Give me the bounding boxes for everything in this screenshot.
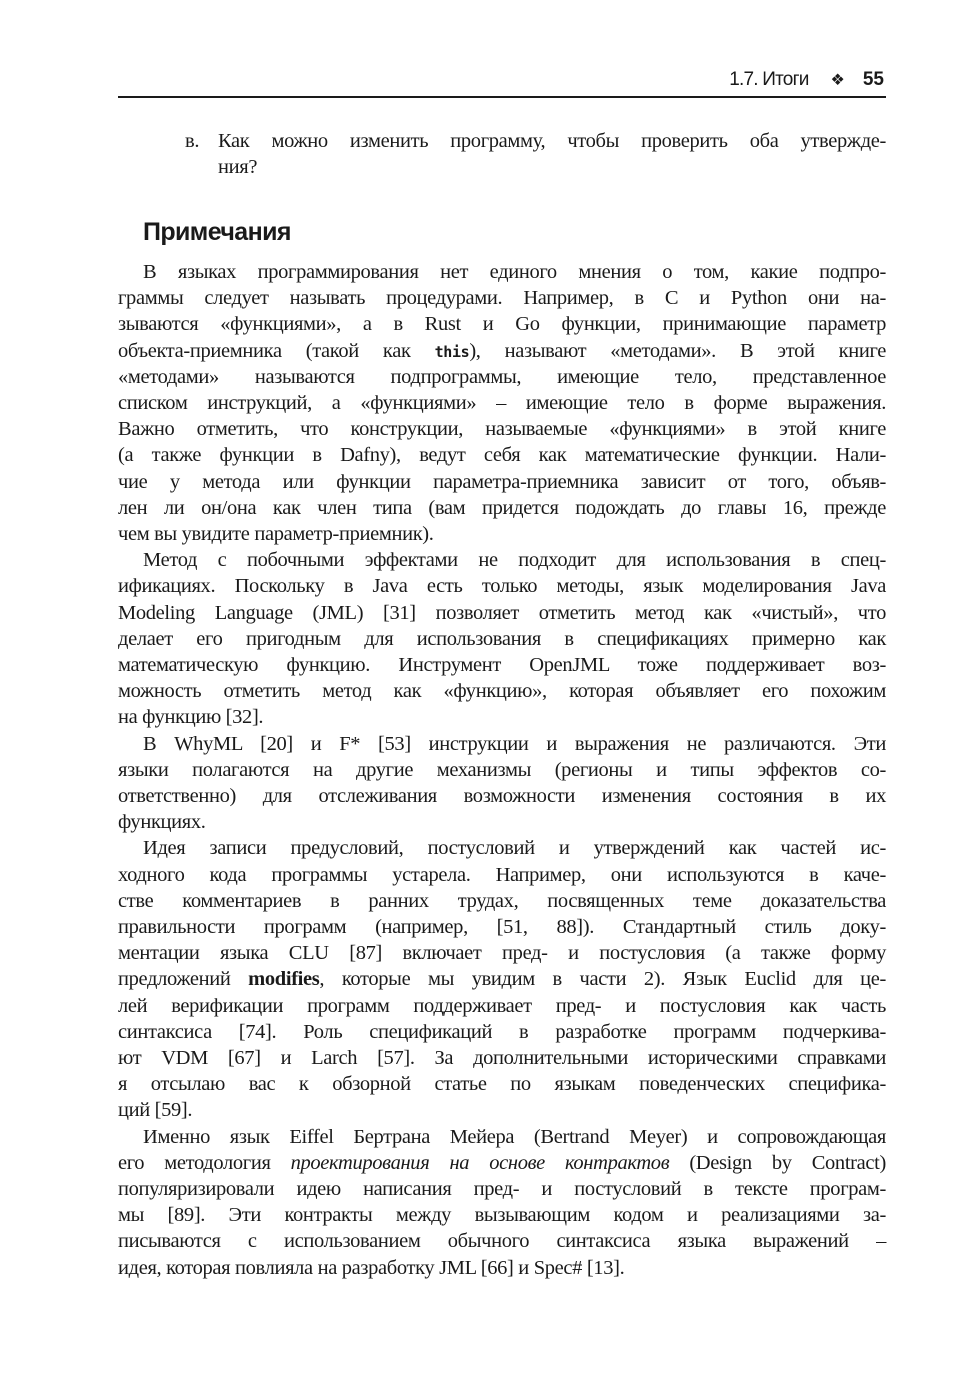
paragraph-5-line: его методология проектирования на основе контрактов (Design by Contract) bbox=[118, 1152, 886, 1174]
bold-keyword: modifies bbox=[248, 968, 320, 990]
paragraph-2-line: математическую функцию. Инструмент OpenJML тоже поддерживает воз- bbox=[118, 654, 886, 676]
paragraph-1-line: лен ли он/она как член типа (вам придется подождать до главы 16, прежде bbox=[118, 497, 886, 519]
paragraph-4-line: синтаксиса [74]. Роль спецификаций в разработке программ подчеркива- bbox=[118, 1021, 886, 1043]
paragraph-4-line: стве комментариев в ранних трудах, посвященных теме доказательства bbox=[118, 890, 886, 912]
paragraph-4-line: ют VDM [67] и Larch [57]. За дополнительными историческими справками bbox=[118, 1047, 886, 1069]
paragraph-4-line: я отсылаю вас к обзорной статье по языкам поведенческих специфика- bbox=[118, 1073, 886, 1095]
paragraph-1-line: (а также функции в Dafny), ведут себя как математические функции. Нали- bbox=[118, 444, 886, 466]
paragraph-2-line: на функцию [32]. bbox=[118, 706, 264, 728]
paragraph-1-line: В языках программирования нет единого мнения о том, какие подпро- bbox=[143, 261, 886, 283]
paragraph-1-line: объекта-приемника (такой как this), называют «методами». В этой книге bbox=[118, 340, 887, 362]
paragraph-3-line: ответственно) для отслеживания возможности изменения состояния в их bbox=[118, 785, 886, 807]
paragraph-4-line: предложений modifies, которые мы увидим в части 2). Язык Euclid для це- bbox=[118, 968, 887, 990]
code-keyword: this bbox=[434, 343, 470, 361]
paragraph-3-line: языки полагаются на другие механизмы (регионы и типы эффектов со- bbox=[118, 759, 886, 781]
paragraph-4-line: лей верификации программ поддерживает пред- и постусловия как часть bbox=[118, 995, 886, 1017]
paragraph-1-line: чем вы увидите параметр-приемник). bbox=[118, 523, 434, 545]
question-line bbox=[185, 128, 886, 154]
paragraph-4-line: ходного кода программы устарела. Например, они используются в каче- bbox=[118, 864, 886, 886]
paragraph-1-line: граммы следует называть процедурами. Например, в C и Python они на- bbox=[118, 287, 886, 309]
paragraph-1-line: «методами» называются подпрограммы, имеющие тело, представленное bbox=[118, 366, 886, 388]
paragraph-4-line: ций [59]. bbox=[118, 1099, 193, 1121]
question-line: ния? bbox=[218, 156, 258, 178]
question-text: Как можно изменить программу, чтобы проверить оба утвержде- bbox=[218, 130, 886, 152]
paragraph-1-line: Важно отметить, что конструкции, называемые «функциями» в этой книге bbox=[118, 418, 886, 440]
paragraph-1-line: чие у метода или функции параметра-приемника зависит от того, объяв- bbox=[118, 471, 886, 493]
paragraph-2-line: Modeling Language (JML) [31] позволяет отметить метод как «чистый», что bbox=[118, 602, 886, 624]
paragraph-4-line: Идея записи предусловий, постусловий и утверждений как частей ис- bbox=[143, 837, 886, 859]
paragraph-5-line: мы [89]. Эти контракты между вызывающим кодом и реализациями за- bbox=[118, 1204, 886, 1226]
paragraph-1-line: зываются «функциями», а в Rust и Go функции, принимающие параметр bbox=[118, 313, 886, 335]
paragraph-2-line: Метод с побочными эффектами не подходит для использования в спец- bbox=[143, 549, 886, 571]
running-header bbox=[118, 64, 886, 98]
paragraph-3-line: В WhyML [20] и F* [53] инструкции и выражения не различаются. Эти bbox=[143, 733, 886, 755]
page-number: 55 bbox=[862, 69, 884, 90]
paragraph-1-line: списком инструкций, а «функциями» – имеющие тело в форме выражения. bbox=[118, 392, 886, 414]
paragraph-5-line: идея, которая повлияла на разработку JML [66] и Spec# [13]. bbox=[118, 1257, 625, 1279]
paragraph-4-line: правильности программ (например, [51, 88]). Стандартный стиль доку- bbox=[118, 916, 886, 938]
paragraph-2-line: делает его пригодным для использования в спецификациях примерно как bbox=[118, 628, 886, 650]
paragraph-4-line: ментации языка CLU [87] включает пред- и постусловия (а также форму bbox=[118, 942, 886, 964]
paragraph-3-line: функциях. bbox=[118, 811, 206, 833]
paragraph-5-line: писываются с использованием обычного синтаксиса языка выражений – bbox=[118, 1230, 886, 1252]
paragraph-5-line: Именно язык Eiffel Бертрана Мейера (Bertrand Meyer) и сопровождающая bbox=[143, 1126, 886, 1148]
diamond-ornament-icon: ❖ bbox=[830, 72, 845, 89]
italic-term: проектирования на основе контрактов bbox=[290, 1152, 670, 1174]
paragraph-2-line: можность отметить метод как «функцию», которая объявляет его похожим bbox=[118, 680, 886, 702]
header-right bbox=[729, 69, 884, 91]
section-title: Примечания bbox=[143, 218, 291, 246]
question-marker: в. bbox=[185, 130, 200, 152]
paragraph-5-line: популяризировали идею написания пред- и постусловий в тексте програм- bbox=[118, 1178, 886, 1200]
paragraph-2-line: ификациях. Поскольку в Java есть только методы, язык моделирования Java bbox=[118, 575, 886, 597]
running-title: 1.7. Итоги bbox=[729, 69, 809, 90]
